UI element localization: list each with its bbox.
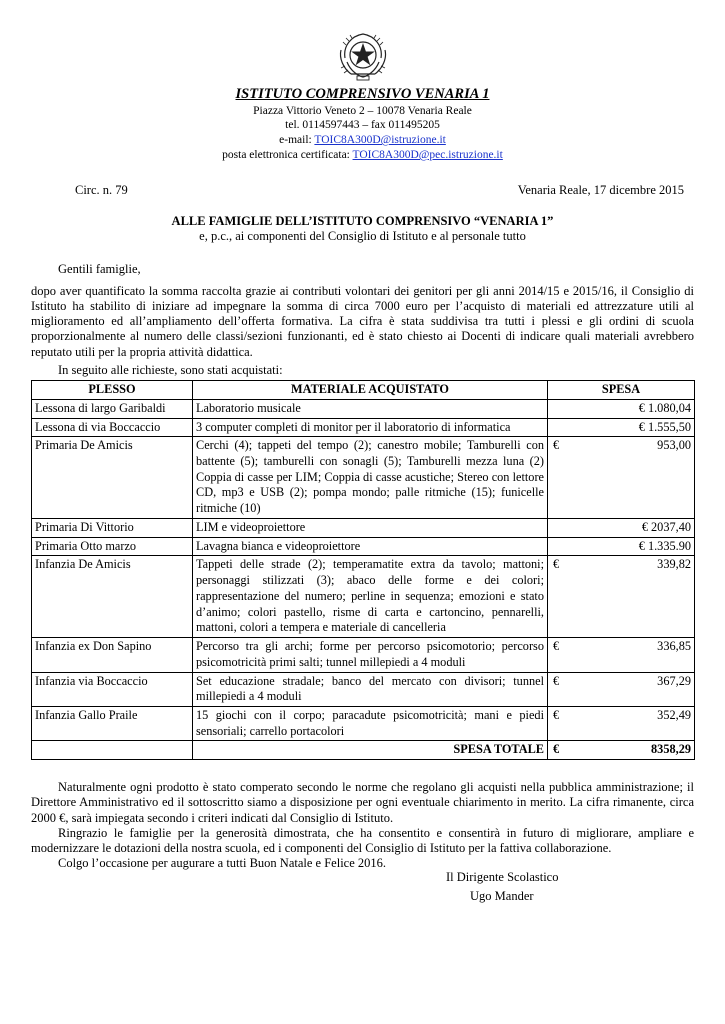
cell-plesso: Primaria Otto marzo bbox=[32, 537, 193, 556]
recipients-main: ALLE FAMIGLIE DELL’ISTITUTO COMPRENSIVO “VENARIA 1” bbox=[171, 213, 554, 228]
table-row bbox=[32, 518, 695, 537]
amount: 953,00 bbox=[657, 438, 691, 453]
circular-info bbox=[31, 183, 694, 198]
cell-plesso: Infanzia via Boccaccio bbox=[32, 672, 193, 706]
table-row bbox=[32, 672, 695, 706]
closing-text bbox=[31, 780, 694, 872]
cell-spesa: € 1.335.90 bbox=[548, 537, 695, 556]
total-row bbox=[32, 741, 695, 760]
currency-symbol: € bbox=[553, 673, 560, 688]
purchases-table bbox=[31, 380, 695, 760]
total-amount-cell bbox=[548, 741, 695, 760]
body-paragraph: dopo aver quantificato la somma raccolta grazie ai contributi volontari dei genitori per gli anni 2014/15 e 2015/16, il Consiglio di Istituto ha stabilito di iniziare ad impegnare la somma di circa 7000 euro per l’acquisto di materiali ed attrezzature utili al miglioramento ed all’ampliamento dell’offerta formativa. La cifra è stata suddivisa tra tutti i plessi e gli ordini di scuola proporzionalmente al numero delle classi/sezioni funzionanti, ed è stato chiesto ai Docenti di indicare quali materiali avrebbero reputato utili per la propria attività didattica. bbox=[31, 283, 694, 359]
cell-plesso: Infanzia ex Don Sapino bbox=[32, 638, 193, 672]
recipients bbox=[31, 214, 694, 245]
signer-title: Il Dirigente Scolastico bbox=[446, 870, 559, 884]
closing-paragraph: Colgo l’occasione per augurare a tutti Buon Natale e Felice 2016. bbox=[58, 856, 387, 871]
circular-document bbox=[31, 28, 694, 872]
table-row bbox=[32, 707, 695, 741]
school-phone: tel. 0114597443 – fax 011495205 bbox=[285, 119, 440, 132]
cell-plesso: Lessona di via Boccaccio bbox=[32, 418, 193, 437]
cell-spesa: € 1.080,04 bbox=[548, 399, 695, 418]
table-row bbox=[32, 556, 695, 638]
total-empty-cell bbox=[32, 741, 193, 760]
cell-spesa bbox=[548, 638, 695, 672]
table-row bbox=[32, 638, 695, 672]
school-name: ISTITUTO COMPRENSIVO VENARIA 1 bbox=[235, 86, 490, 102]
total-label: SPESA TOTALE bbox=[193, 741, 548, 760]
table-intro: In seguito alle richieste, sono stati acquistati: bbox=[58, 362, 283, 377]
cell-spesa: € 1.555,50 bbox=[548, 418, 695, 437]
table-row bbox=[32, 399, 695, 418]
closing-paragraph: Ringrazio le famiglie per la generosità dimostrata, che ha consentito e consentirà in futuro di migliorare, ampliare e modernizzare le dotazioni della nostra scuola, ed i componenti del Consiglio di Istituto per la fattiva collaborazione. bbox=[31, 825, 694, 856]
signer-name: Ugo Mander bbox=[470, 889, 534, 904]
pec-label: posta elettronica certificata: bbox=[222, 148, 350, 161]
header-plesso: PLESSO bbox=[32, 381, 193, 400]
table-header-row bbox=[32, 381, 695, 400]
cell-spesa bbox=[548, 556, 695, 638]
closing-paragraph: Naturalmente ogni prodotto è stato comperato secondo le norme che regolano gli acquisti nella pubblica amministrazione; il Direttore Amministrativo ed il sottoscritto siamo a disposizione per ogni eventuale chiarimento in merito. La cifra rimanente, circa 2000 €, sarà impiegata secondo i criteri indicati dal Consiglio di Istituto. bbox=[31, 780, 694, 825]
total-amount: 8358,29 bbox=[651, 742, 691, 757]
school-email-line bbox=[31, 133, 694, 148]
cell-materiale: Percorso tra gli archi; forme per percorso psicomotorio; percorso psicomotricità primi salti; tunnel millepiedi a 4 moduli bbox=[193, 638, 548, 672]
cell-spesa bbox=[548, 437, 695, 519]
cell-materiale: LIM e videoproiettore bbox=[193, 518, 548, 537]
cell-materiale: Cerchi (4); tappeti del tempo (2); canestro mobile; Tamburelli con battente (5); tamburelli con sonagli (5); Tamburelli mezza luna (2) Coppia di casse per LIM; Coppia di casse acustiche; Stereo con lettore CD, mp3 e USB (2); pompa mondo; palle ritmiche (15); funicelle ritmiche (10) bbox=[193, 437, 548, 519]
currency-symbol: € bbox=[553, 708, 560, 723]
currency-symbol: € bbox=[553, 742, 560, 757]
email-label: e-mail: bbox=[279, 134, 312, 147]
cell-spesa bbox=[548, 672, 695, 706]
cell-materiale: 15 giochi con il corpo; paracadute psicomotricità; mani e piedi sensoriali; carrello portacolori bbox=[193, 707, 548, 741]
signature-block bbox=[446, 868, 558, 907]
cell-materiale: Laboratorio musicale bbox=[193, 399, 548, 418]
cell-plesso: Primaria De Amicis bbox=[32, 437, 193, 519]
cell-plesso: Infanzia De Amicis bbox=[32, 556, 193, 638]
place-date: Venaria Reale, 17 dicembre 2015 bbox=[517, 182, 684, 197]
cell-materiale: Set educazione stradale; banco del mercato con divisori; tunnel millepiedi a 4 moduli bbox=[193, 672, 548, 706]
cell-plesso: Primaria Di Vittorio bbox=[32, 518, 193, 537]
cell-spesa bbox=[548, 707, 695, 741]
header-spesa: SPESA bbox=[548, 381, 695, 400]
table-row bbox=[32, 418, 695, 437]
amount: 336,85 bbox=[657, 639, 691, 654]
letterhead bbox=[31, 28, 694, 163]
cell-materiale: 3 computer completi di monitor per il laboratorio di informatica bbox=[193, 418, 548, 437]
cell-materiale: Tappeti delle strade (2); temperamatite extra da tavolo; mattoni; personaggi stilizzati (3); abaco delle forme e dei colori; rappresentazione del numero; perline in sequenza; emozioni e stato d’animo; colori pastello, risme di carta e cartoncino, pennarelli, mattoni, colori a tempera e materiale di cancelleria bbox=[193, 556, 548, 638]
circular-number: Circ. n. 79 bbox=[75, 182, 128, 197]
cell-materiale: Lavagna bianca e videoproiettore bbox=[193, 537, 548, 556]
header-materiale: MATERIALE ACQUISTATO bbox=[193, 381, 548, 400]
cell-plesso: Lessona di largo Garibaldi bbox=[32, 399, 193, 418]
currency-symbol: € bbox=[553, 557, 560, 572]
currency-symbol: € bbox=[553, 639, 560, 654]
cell-spesa: € 2037,40 bbox=[548, 518, 695, 537]
amount: 339,82 bbox=[657, 557, 691, 572]
amount: 367,29 bbox=[657, 673, 691, 688]
school-address: Piazza Vittorio Veneto 2 – 10078 Venaria Reale bbox=[253, 104, 472, 117]
email-link[interactable]: TOIC8A300D@istruzione.it bbox=[314, 134, 446, 147]
school-pec-line bbox=[31, 148, 694, 163]
table-row bbox=[32, 537, 695, 556]
italian-republic-emblem-icon bbox=[337, 28, 389, 84]
pec-link[interactable]: TOIC8A300D@pec.istruzione.it bbox=[352, 148, 503, 161]
table-row bbox=[32, 437, 695, 519]
recipients-cc: e, p.c., ai componenti del Consiglio di Istituto e al personale tutto bbox=[199, 229, 526, 244]
amount: 352,49 bbox=[657, 708, 691, 723]
greeting: Gentili famiglie, bbox=[58, 262, 141, 277]
currency-symbol: € bbox=[553, 438, 560, 453]
cell-plesso: Infanzia Gallo Praile bbox=[32, 707, 193, 741]
